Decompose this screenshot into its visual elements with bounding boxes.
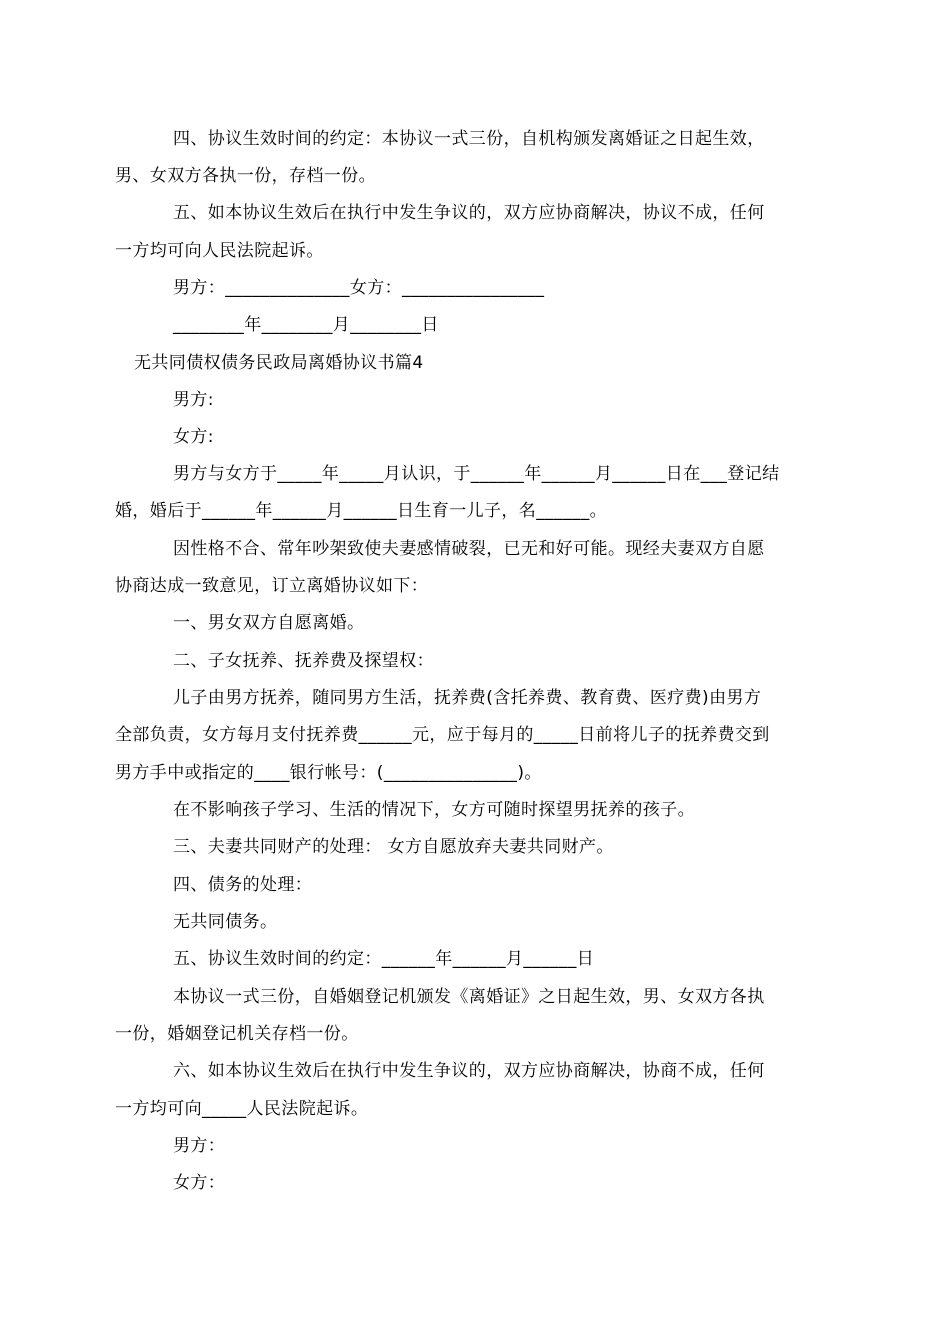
visitation-line: 在不影响孩子学习、生活的情况下，女方可随时探望男抚养的孩子。	[173, 800, 695, 820]
clause-5-effective-date: 五、协议生效时间的约定：______年______月______日	[173, 949, 595, 969]
clause-1: 一、男女双方自愿离婚。	[173, 613, 365, 633]
date-line: ________年________月________日	[173, 315, 439, 335]
copies-line-2: 一份，婚姻登记机关存档一份。	[115, 1024, 359, 1044]
marriage-info-line-2: 婚，婚后于______年______月______日生育一儿子，名______。	[115, 501, 607, 521]
clause-4-effective-line-2: 男、女双方各执一份，存档一份。	[115, 166, 376, 186]
signature-line: 男方：______________女方：________________	[173, 278, 545, 298]
clause-6-dispute-line-1: 六、如本协议生效后在执行中发生争议的，双方应协商解决，协商不成，任何	[173, 1061, 765, 1081]
marriage-info-line-1: 男方与女方于_____年_____月认识，于______年______月______日在___登记结	[173, 464, 780, 484]
clause-3-property: 三、夫妻共同财产的处理： 女方自愿放弃夫妻共同财产。	[173, 837, 614, 857]
clause-4-debt-heading: 四、债务的处理：	[173, 875, 313, 895]
reason-line-2: 协商达成一致意见，订立离婚协议如下：	[115, 576, 429, 596]
female-party-label: 女方:	[173, 427, 214, 447]
clause-5-dispute-line-2: 一方均可向人民法院起诉。	[115, 241, 324, 261]
custody-line-1: 儿子由男方抚养，随同男方生活，抚养费(含托养费、教育费、医疗费)由男方	[173, 688, 762, 708]
clause-2-heading: 二、子女抚养、抚养费及探望权：	[173, 651, 434, 671]
copies-line-1: 本协议一式三份，自婚姻登记机颁发《离婚证》之日起生效，男、女双方各执	[173, 987, 765, 1007]
no-joint-debt: 无共同债务。	[173, 912, 278, 932]
male-party-label: 男方:	[173, 390, 214, 410]
custody-line-3: 男方手中或指定的____银行帐号：(_______________)。	[115, 763, 542, 783]
clause-5-dispute-line-1: 五、如本协议生效后在执行中发生争议的，双方应协商解决，协议不成，任何	[173, 203, 765, 223]
male-party-signature: 男方：	[173, 1136, 226, 1156]
female-party-signature: 女方：	[173, 1173, 226, 1193]
reason-line-1: 因性格不合、常年吵架致使夫妻感情破裂，已无和好可能。现经夫妻双方自愿	[173, 539, 765, 559]
clause-4-effective-line-1: 四、协议生效时间的约定：本协议一式三份，自机构颁发离婚证之日起生效，	[173, 129, 765, 149]
section-title: 无共同债权债务民政局离婚协议书篇4	[134, 353, 424, 373]
custody-line-2: 全部负责，女方每月支付抚养费______元，应于每月的_____日前将儿子的抚养费交到	[115, 725, 770, 745]
clause-6-dispute-line-2: 一方均可向_____人民法院起诉。	[115, 1099, 369, 1119]
